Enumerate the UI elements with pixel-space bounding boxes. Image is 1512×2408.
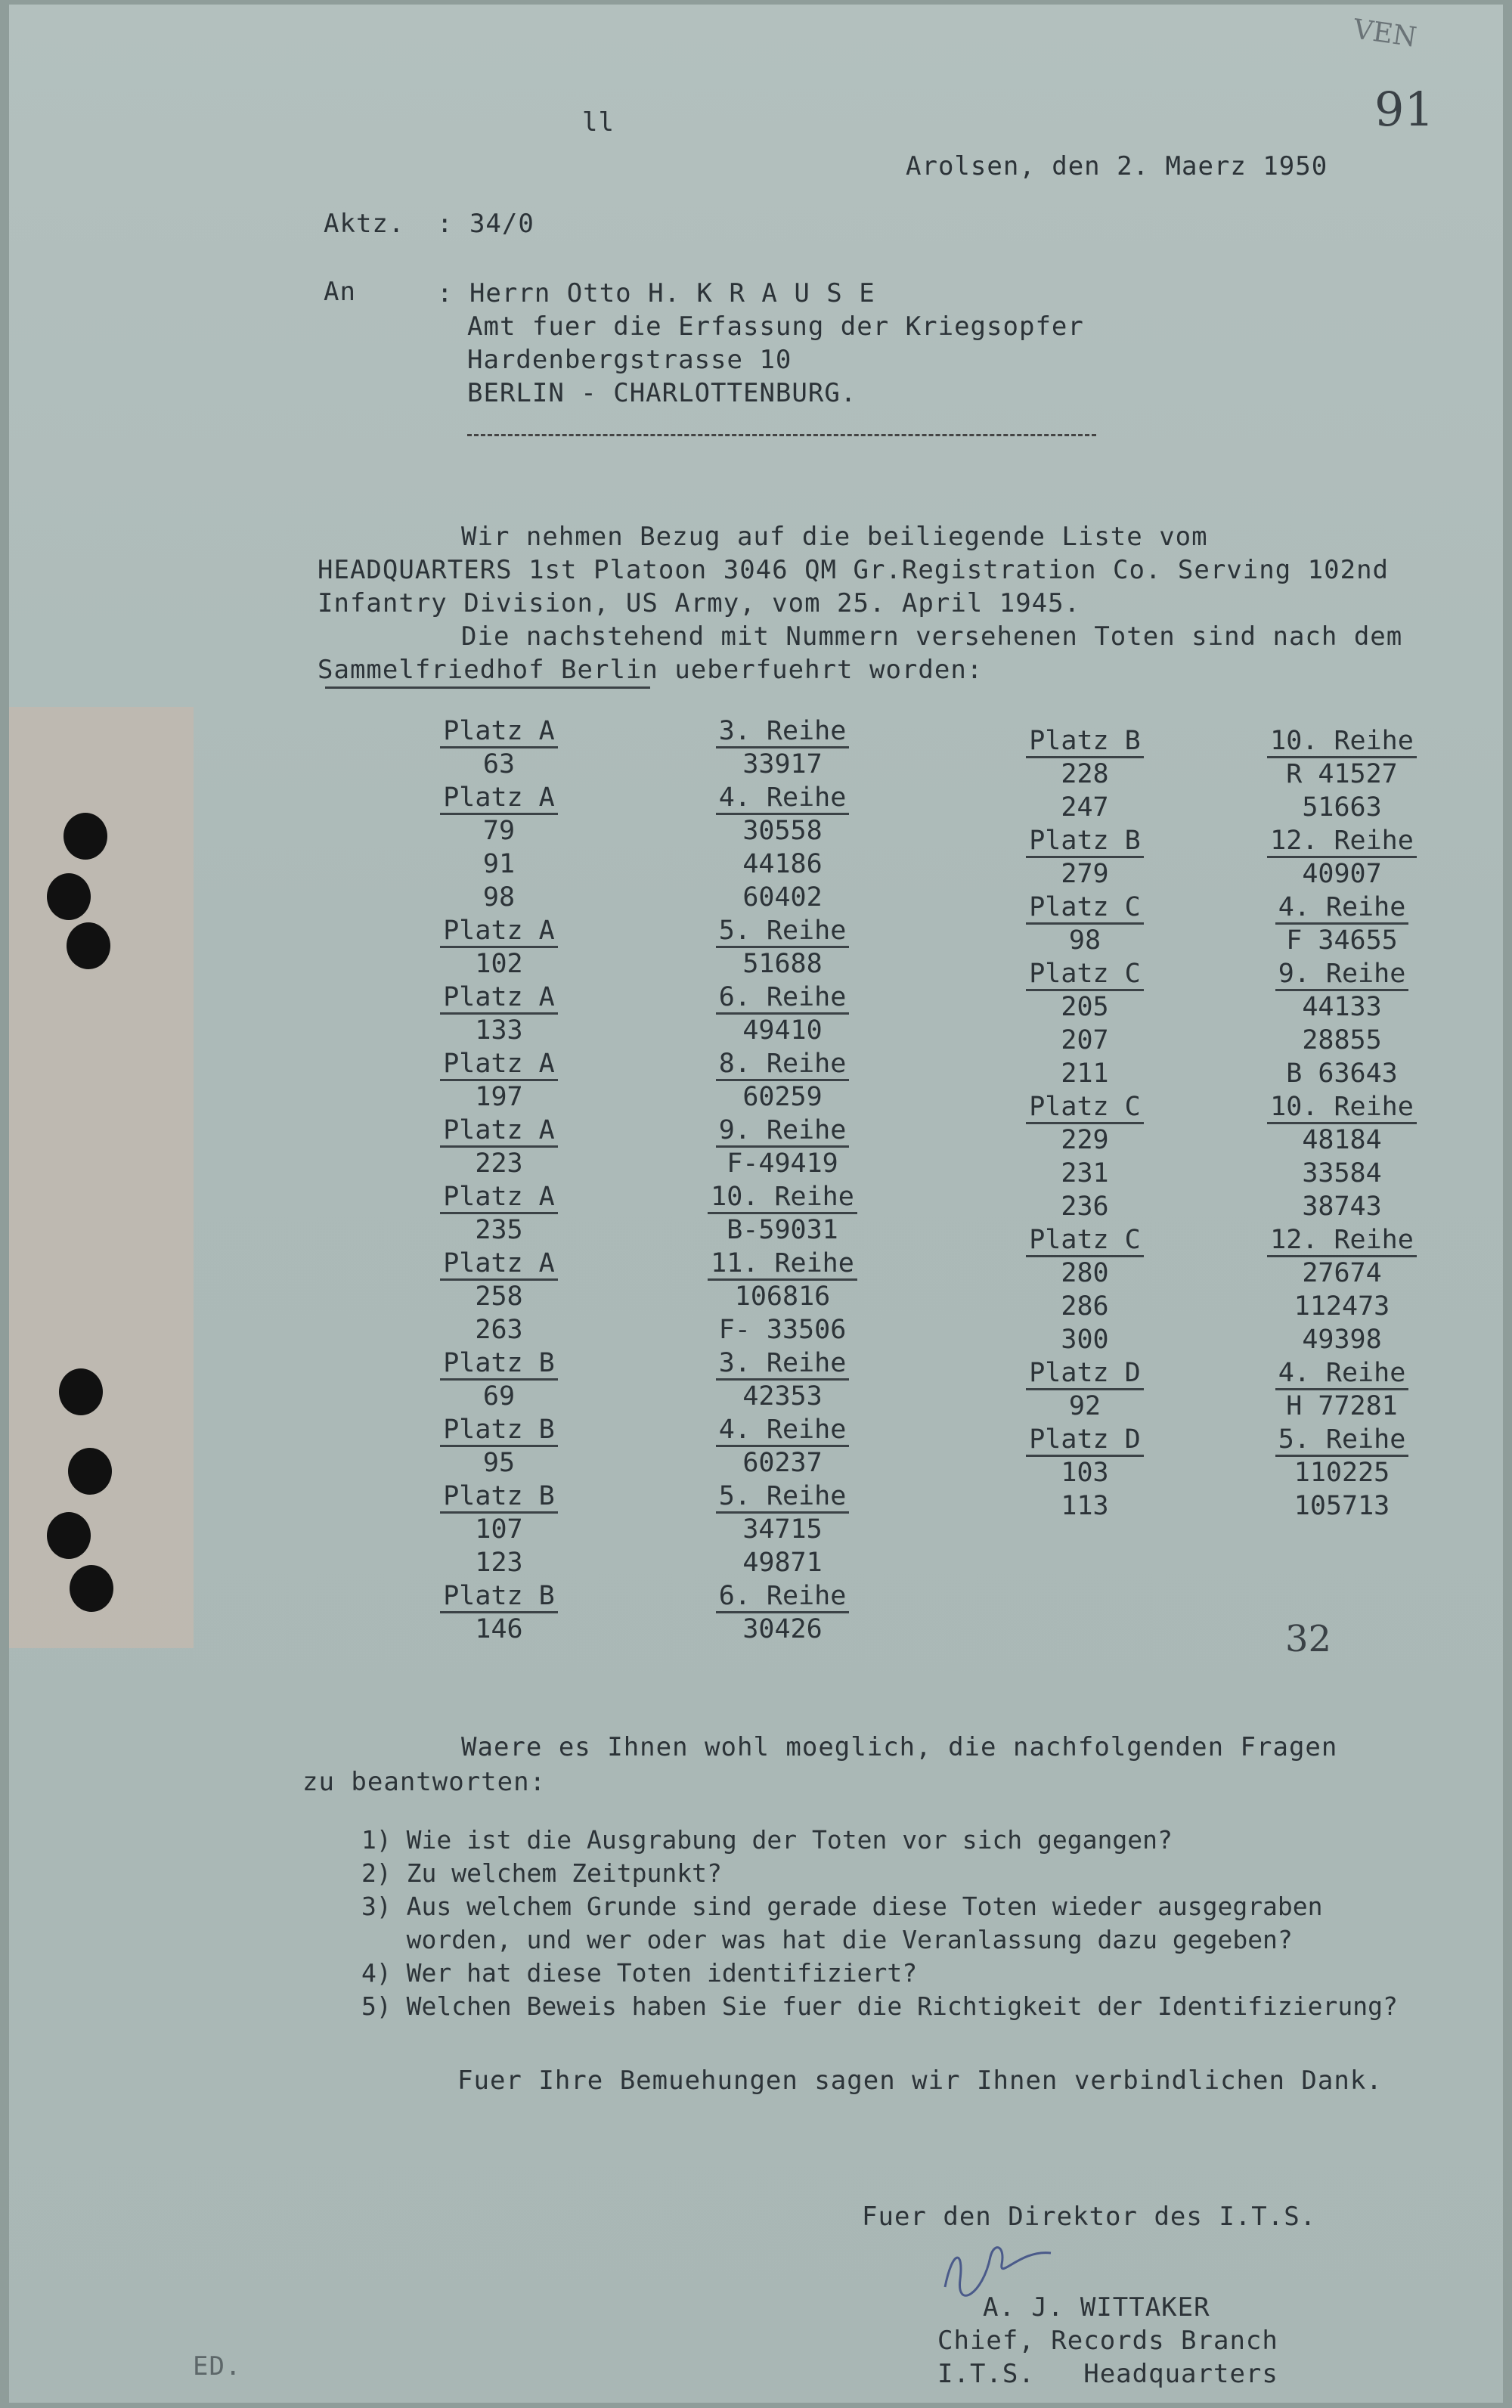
punch-hole — [47, 873, 91, 920]
table-cell — [707, 881, 858, 914]
table-cell — [707, 1280, 858, 1313]
table-cell — [1009, 1290, 1160, 1323]
section-heading: 5. Reihe — [1275, 1424, 1409, 1457]
table-cell — [1266, 857, 1418, 891]
grave-number: 40907 — [1302, 859, 1382, 889]
grave-number: 280 — [1061, 1258, 1109, 1288]
table-cell — [707, 947, 858, 981]
address-line: : Herrn Otto H. K R A U S E — [437, 278, 875, 308]
table-header-cell — [707, 981, 858, 1014]
section-heading: Platz B — [440, 1581, 558, 1613]
section-heading: 4. Reihe — [716, 1415, 850, 1447]
section-heading: Platz B — [440, 1481, 558, 1514]
aktz-label: Aktz. — [324, 209, 405, 239]
table-header-cell — [707, 1247, 858, 1280]
table-cell — [1009, 1390, 1160, 1423]
grave-number: 235 — [475, 1215, 523, 1245]
section-heading: Platz A — [440, 783, 558, 815]
table-header-cell — [707, 781, 858, 814]
table-cell — [423, 814, 575, 848]
grave-number: 98 — [482, 882, 516, 913]
section-heading: 5. Reihe — [716, 1481, 850, 1514]
section-heading: 3. Reihe — [716, 716, 850, 748]
grave-number: 30426 — [742, 1614, 823, 1644]
section-heading: 5. Reihe — [716, 916, 850, 948]
section-heading: Platz C — [1026, 1092, 1144, 1124]
table-header-cell — [423, 1247, 575, 1280]
table-cell — [707, 1213, 858, 1247]
table-cell — [1266, 1123, 1418, 1157]
table-cell — [1266, 1257, 1418, 1290]
punch-hole — [67, 922, 110, 969]
section-heading: 8. Reihe — [716, 1049, 850, 1081]
section-heading: 6. Reihe — [716, 982, 850, 1015]
table-cell — [1009, 1456, 1160, 1489]
table-cell — [1009, 1489, 1160, 1523]
table-header-cell — [1009, 1356, 1160, 1390]
table-cell — [1266, 1489, 1418, 1523]
grave-number: R 41527 — [1286, 759, 1398, 789]
table-cell — [423, 881, 575, 914]
section-heading: Platz B — [440, 1348, 558, 1381]
grave-number: 51688 — [742, 949, 823, 979]
table-cell — [423, 848, 575, 881]
table-cell — [423, 1280, 575, 1313]
section-heading: 3. Reihe — [716, 1348, 850, 1381]
table-header-cell — [1009, 1423, 1160, 1456]
grave-number: 247 — [1061, 792, 1109, 823]
punch-hole — [47, 1512, 91, 1559]
table-cell — [1266, 1390, 1418, 1423]
section-heading: 9. Reihe — [716, 1115, 850, 1148]
signatory-org: I.T.S. Headquarters — [937, 2359, 1278, 2389]
grave-number: 30558 — [742, 816, 823, 846]
table-cell — [423, 1613, 575, 1646]
request-line: zu beantworten: — [302, 1767, 547, 1797]
table-header-cell — [1009, 891, 1160, 924]
table-header-cell — [707, 1047, 858, 1080]
table-cell — [1009, 990, 1160, 1024]
table-cell — [1266, 1057, 1418, 1090]
grave-number: 207 — [1061, 1025, 1109, 1055]
grave-number: 27674 — [1302, 1258, 1382, 1288]
grave-number: 106816 — [734, 1281, 831, 1312]
grave-number: 79 — [482, 816, 516, 846]
table-header-cell — [707, 1180, 858, 1213]
table-cell — [707, 748, 858, 781]
grave-number: 286 — [1061, 1291, 1109, 1322]
table-cell — [707, 1014, 858, 1047]
question-4: 4) Wer hat diese Toten identifiziert? — [361, 1958, 918, 1988]
grave-number: 146 — [475, 1614, 523, 1644]
table-header-cell — [707, 1114, 858, 1147]
handwritten-count: 32 — [1285, 1618, 1332, 1660]
grave-number: 279 — [1061, 859, 1109, 889]
table-header-cell — [423, 981, 575, 1014]
aktz-value: : 34/0 — [437, 209, 534, 239]
grave-number: 133 — [475, 1015, 523, 1046]
question-2: 2) Zu welchem Zeitpunkt? — [361, 1858, 722, 1888]
grave-number: 92 — [1068, 1391, 1101, 1421]
punch-hole — [70, 1565, 113, 1612]
table-cell — [1009, 1057, 1160, 1090]
table-cell — [423, 1080, 575, 1114]
grave-number: 44186 — [742, 849, 823, 879]
grave-number: F-49419 — [727, 1148, 838, 1179]
table-header-cell — [707, 1347, 858, 1380]
table-column-reihe-2 — [1266, 724, 1418, 1523]
recipient-label: An — [324, 277, 356, 307]
table-cell — [1009, 791, 1160, 824]
table-header-cell — [1009, 724, 1160, 758]
grave-number: H 77281 — [1286, 1391, 1398, 1421]
section-heading: Platz A — [440, 1248, 558, 1281]
intro-paragraph — [318, 520, 1402, 686]
grave-number: 103 — [1061, 1458, 1109, 1488]
table-cell — [1009, 924, 1160, 957]
grave-number: 38743 — [1302, 1192, 1382, 1222]
grave-number: 49398 — [1302, 1325, 1382, 1355]
grave-number: 110225 — [1294, 1458, 1390, 1488]
grave-number: F 34655 — [1286, 925, 1398, 956]
table-header-cell — [423, 1579, 575, 1613]
table-header-cell — [1009, 1223, 1160, 1257]
table-header-cell — [1009, 957, 1160, 990]
address-line: BERLIN - CHARLOTTENBURG. — [467, 378, 857, 408]
section-heading: 11. Reihe — [708, 1248, 857, 1281]
section-heading: Platz C — [1026, 959, 1144, 991]
table-cell — [423, 1380, 575, 1413]
table-column-platz-1 — [423, 714, 575, 1646]
grave-number: 112473 — [1294, 1291, 1390, 1322]
thanks-line: Fuer Ihre Bemuehungen sagen wir Ihnen verbindlichen Dank. — [457, 2066, 1383, 2096]
table-cell — [423, 1213, 575, 1247]
grave-number: 44133 — [1302, 992, 1382, 1022]
question-5: 5) Welchen Beweis haben Sie fuer die Richtigkeit der Identifizierung? — [361, 1991, 1398, 2021]
table-cell — [1266, 924, 1418, 957]
grave-number: F- 33506 — [718, 1315, 847, 1345]
table-header-cell — [423, 914, 575, 947]
table-cell — [1009, 1157, 1160, 1190]
grave-number: 113 — [1061, 1491, 1109, 1521]
table-header-cell — [1266, 957, 1418, 990]
section-heading: Platz B — [440, 1415, 558, 1447]
section-heading: Platz B — [1026, 826, 1144, 858]
place-date: Arolsen, den 2. Maerz 1950 — [906, 151, 1328, 181]
request-line: Waere es Ihnen wohl moeglich, die nachfolgenden Fragen — [461, 1732, 1338, 1762]
table-header-cell — [423, 714, 575, 748]
table-cell — [423, 1014, 575, 1047]
grave-number: 228 — [1061, 759, 1109, 789]
grave-number: B 63643 — [1286, 1058, 1398, 1089]
table-cell — [1009, 758, 1160, 791]
table-cell — [707, 814, 858, 848]
table-header-cell — [707, 1413, 858, 1446]
grave-number: 211 — [1061, 1058, 1109, 1089]
section-heading: 9. Reihe — [1275, 959, 1409, 991]
section-heading: 4. Reihe — [716, 783, 850, 815]
typist-initials: ED. — [193, 2351, 242, 2382]
punch-hole — [68, 1448, 112, 1495]
section-heading: 10. Reihe — [1267, 1092, 1417, 1124]
signature-block — [937, 2291, 1278, 2391]
table-column-reihe-1 — [707, 714, 858, 1646]
table-header-cell — [423, 1413, 575, 1446]
grave-number: 231 — [1061, 1158, 1109, 1189]
table-cell — [423, 1446, 575, 1480]
section-heading: Platz A — [440, 982, 558, 1015]
table-cell — [707, 1080, 858, 1114]
section-heading: 12. Reihe — [1267, 1225, 1417, 1257]
grave-number: 91 — [482, 849, 516, 879]
intro-line: Sammelfriedhof Berlin ueberfuehrt worden: — [318, 655, 984, 685]
section-heading: 10. Reihe — [708, 1182, 857, 1214]
grave-number: 205 — [1061, 992, 1109, 1022]
table-header-cell — [1266, 1223, 1418, 1257]
table-header-cell — [423, 781, 575, 814]
grave-number: 33584 — [1302, 1158, 1382, 1189]
grave-number: 51663 — [1302, 792, 1382, 823]
table-cell — [1266, 1323, 1418, 1356]
recipient-address — [437, 277, 1084, 410]
grave-number: 105713 — [1294, 1491, 1390, 1521]
table-cell — [1009, 1323, 1160, 1356]
question-3-continued: worden, und wer oder was hat die Veranlassung dazu gegeben? — [361, 1925, 1293, 1954]
request-paragraph — [302, 1730, 1337, 1799]
table-cell — [1266, 1024, 1418, 1057]
grave-number: 197 — [475, 1082, 523, 1112]
table-header-cell — [423, 1347, 575, 1380]
file-number: 91 — [1374, 82, 1434, 137]
table-header-cell — [1266, 1356, 1418, 1390]
table-header-cell — [423, 1047, 575, 1080]
section-heading: 4. Reihe — [1275, 892, 1409, 925]
section-heading: Platz A — [440, 1115, 558, 1148]
table-header-cell — [423, 1114, 575, 1147]
section-heading: Platz A — [440, 916, 558, 948]
question-3: 3) Aus welchem Grunde sind gerade diese Toten wieder ausgegraben — [361, 1892, 1323, 1921]
table-cell — [707, 1380, 858, 1413]
table-header-cell — [1266, 1423, 1418, 1456]
table-header-cell — [1266, 891, 1418, 924]
table-header-cell — [423, 1480, 575, 1513]
section-heading: Platz C — [1026, 892, 1144, 925]
table-header-cell — [423, 1180, 575, 1213]
table-cell — [707, 1446, 858, 1480]
section-heading: 12. Reihe — [1267, 826, 1417, 858]
table-cell — [1009, 1024, 1160, 1057]
table-header-cell — [707, 714, 858, 748]
table-cell — [1009, 1257, 1160, 1290]
punch-hole — [59, 1368, 103, 1415]
intro-line: Wir nehmen Bezug auf die beiliegende Liste vom — [461, 522, 1208, 552]
grave-number: 263 — [475, 1315, 523, 1345]
grave-number: 42353 — [742, 1381, 823, 1412]
section-heading: 4. Reihe — [1275, 1358, 1409, 1390]
grave-number: 60237 — [742, 1448, 823, 1478]
table-header-cell — [1009, 1090, 1160, 1123]
table-cell — [1266, 791, 1418, 824]
table-header-cell — [707, 1579, 858, 1613]
table-cell — [423, 1313, 575, 1347]
grave-number: 95 — [482, 1448, 516, 1478]
grave-number: 69 — [482, 1381, 516, 1412]
table-header-cell — [707, 914, 858, 947]
page-number: ll — [582, 107, 615, 138]
grave-number: 98 — [1068, 925, 1101, 956]
table-cell — [423, 1546, 575, 1579]
table-cell — [423, 1147, 575, 1180]
table-cell — [1266, 1456, 1418, 1489]
table-cell — [707, 1546, 858, 1579]
grave-number: 223 — [475, 1148, 523, 1179]
corner-mark: VEN — [1351, 14, 1419, 54]
table-cell — [1266, 758, 1418, 791]
table-cell — [1009, 1123, 1160, 1157]
grave-number: 49410 — [742, 1015, 823, 1046]
grave-number: 33917 — [742, 749, 823, 779]
table-header-cell — [1009, 824, 1160, 857]
grave-number: 107 — [475, 1514, 523, 1545]
section-heading: 6. Reihe — [716, 1581, 850, 1613]
table-cell — [1266, 1157, 1418, 1190]
table-header-cell — [1266, 1090, 1418, 1123]
table-cell — [707, 1147, 858, 1180]
grave-number: 28855 — [1302, 1025, 1382, 1055]
table-header-cell — [1266, 824, 1418, 857]
table-cell — [707, 1313, 858, 1347]
table-cell — [1009, 857, 1160, 891]
grave-number: B-59031 — [727, 1215, 838, 1245]
intro-line: Die nachstehend mit Nummern versehenen Toten sind nach dem — [461, 621, 1403, 652]
closing-line: Fuer den Direktor des I.T.S. — [862, 2202, 1317, 2232]
table-cell — [707, 848, 858, 881]
address-line: Hardenbergstrasse 10 — [467, 345, 792, 375]
signatory-name: A. J. WITTAKER — [983, 2292, 1210, 2323]
intro-underline — [325, 686, 650, 689]
grave-number: 48184 — [1302, 1125, 1382, 1155]
grave-number: 63 — [482, 749, 516, 779]
section-heading: Platz A — [440, 1049, 558, 1081]
section-heading: Platz D — [1026, 1358, 1144, 1390]
section-heading: Platz C — [1026, 1225, 1144, 1257]
grave-number: 102 — [475, 949, 523, 979]
table-cell — [1009, 1190, 1160, 1223]
address-underline — [467, 434, 1096, 436]
table-header-cell — [707, 1480, 858, 1513]
table-cell — [707, 1513, 858, 1546]
grave-number: 60259 — [742, 1082, 823, 1112]
grave-number: 258 — [475, 1281, 523, 1312]
section-heading: Platz A — [440, 1182, 558, 1214]
grave-number: 229 — [1061, 1125, 1109, 1155]
grave-number: 49871 — [742, 1548, 823, 1578]
grave-number: 300 — [1061, 1325, 1109, 1355]
table-cell — [1266, 990, 1418, 1024]
table-header-cell — [1266, 724, 1418, 758]
section-heading: Platz B — [1026, 726, 1144, 758]
section-heading: Platz D — [1026, 1424, 1144, 1457]
table-cell — [707, 1613, 858, 1646]
signatory-title: Chief, Records Branch — [937, 2326, 1278, 2356]
grave-number: 236 — [1061, 1192, 1109, 1222]
section-heading: Platz A — [440, 716, 558, 748]
table-cell — [423, 748, 575, 781]
intro-line: HEADQUARTERS 1st Platoon 3046 QM Gr.Registration Co. Serving 102nd — [318, 555, 1390, 585]
table-cell — [423, 947, 575, 981]
table-cell — [1266, 1290, 1418, 1323]
table-column-platz-2 — [1009, 724, 1160, 1523]
address-line: Amt fuer die Erfassung der Kriegsopfer — [467, 311, 1084, 342]
grave-number: 34715 — [742, 1514, 823, 1545]
table-cell — [1266, 1190, 1418, 1223]
table-cell — [423, 1513, 575, 1546]
question-1: 1) Wie ist die Ausgrabung der Toten vor sich gegangen? — [361, 1825, 1173, 1855]
punch-hole — [64, 813, 107, 860]
section-heading: 10. Reihe — [1267, 726, 1417, 758]
intro-line: Infantry Division, US Army, vom 25. April 1945. — [318, 588, 1081, 618]
grave-number: 123 — [475, 1548, 523, 1578]
grave-number: 60402 — [742, 882, 823, 913]
